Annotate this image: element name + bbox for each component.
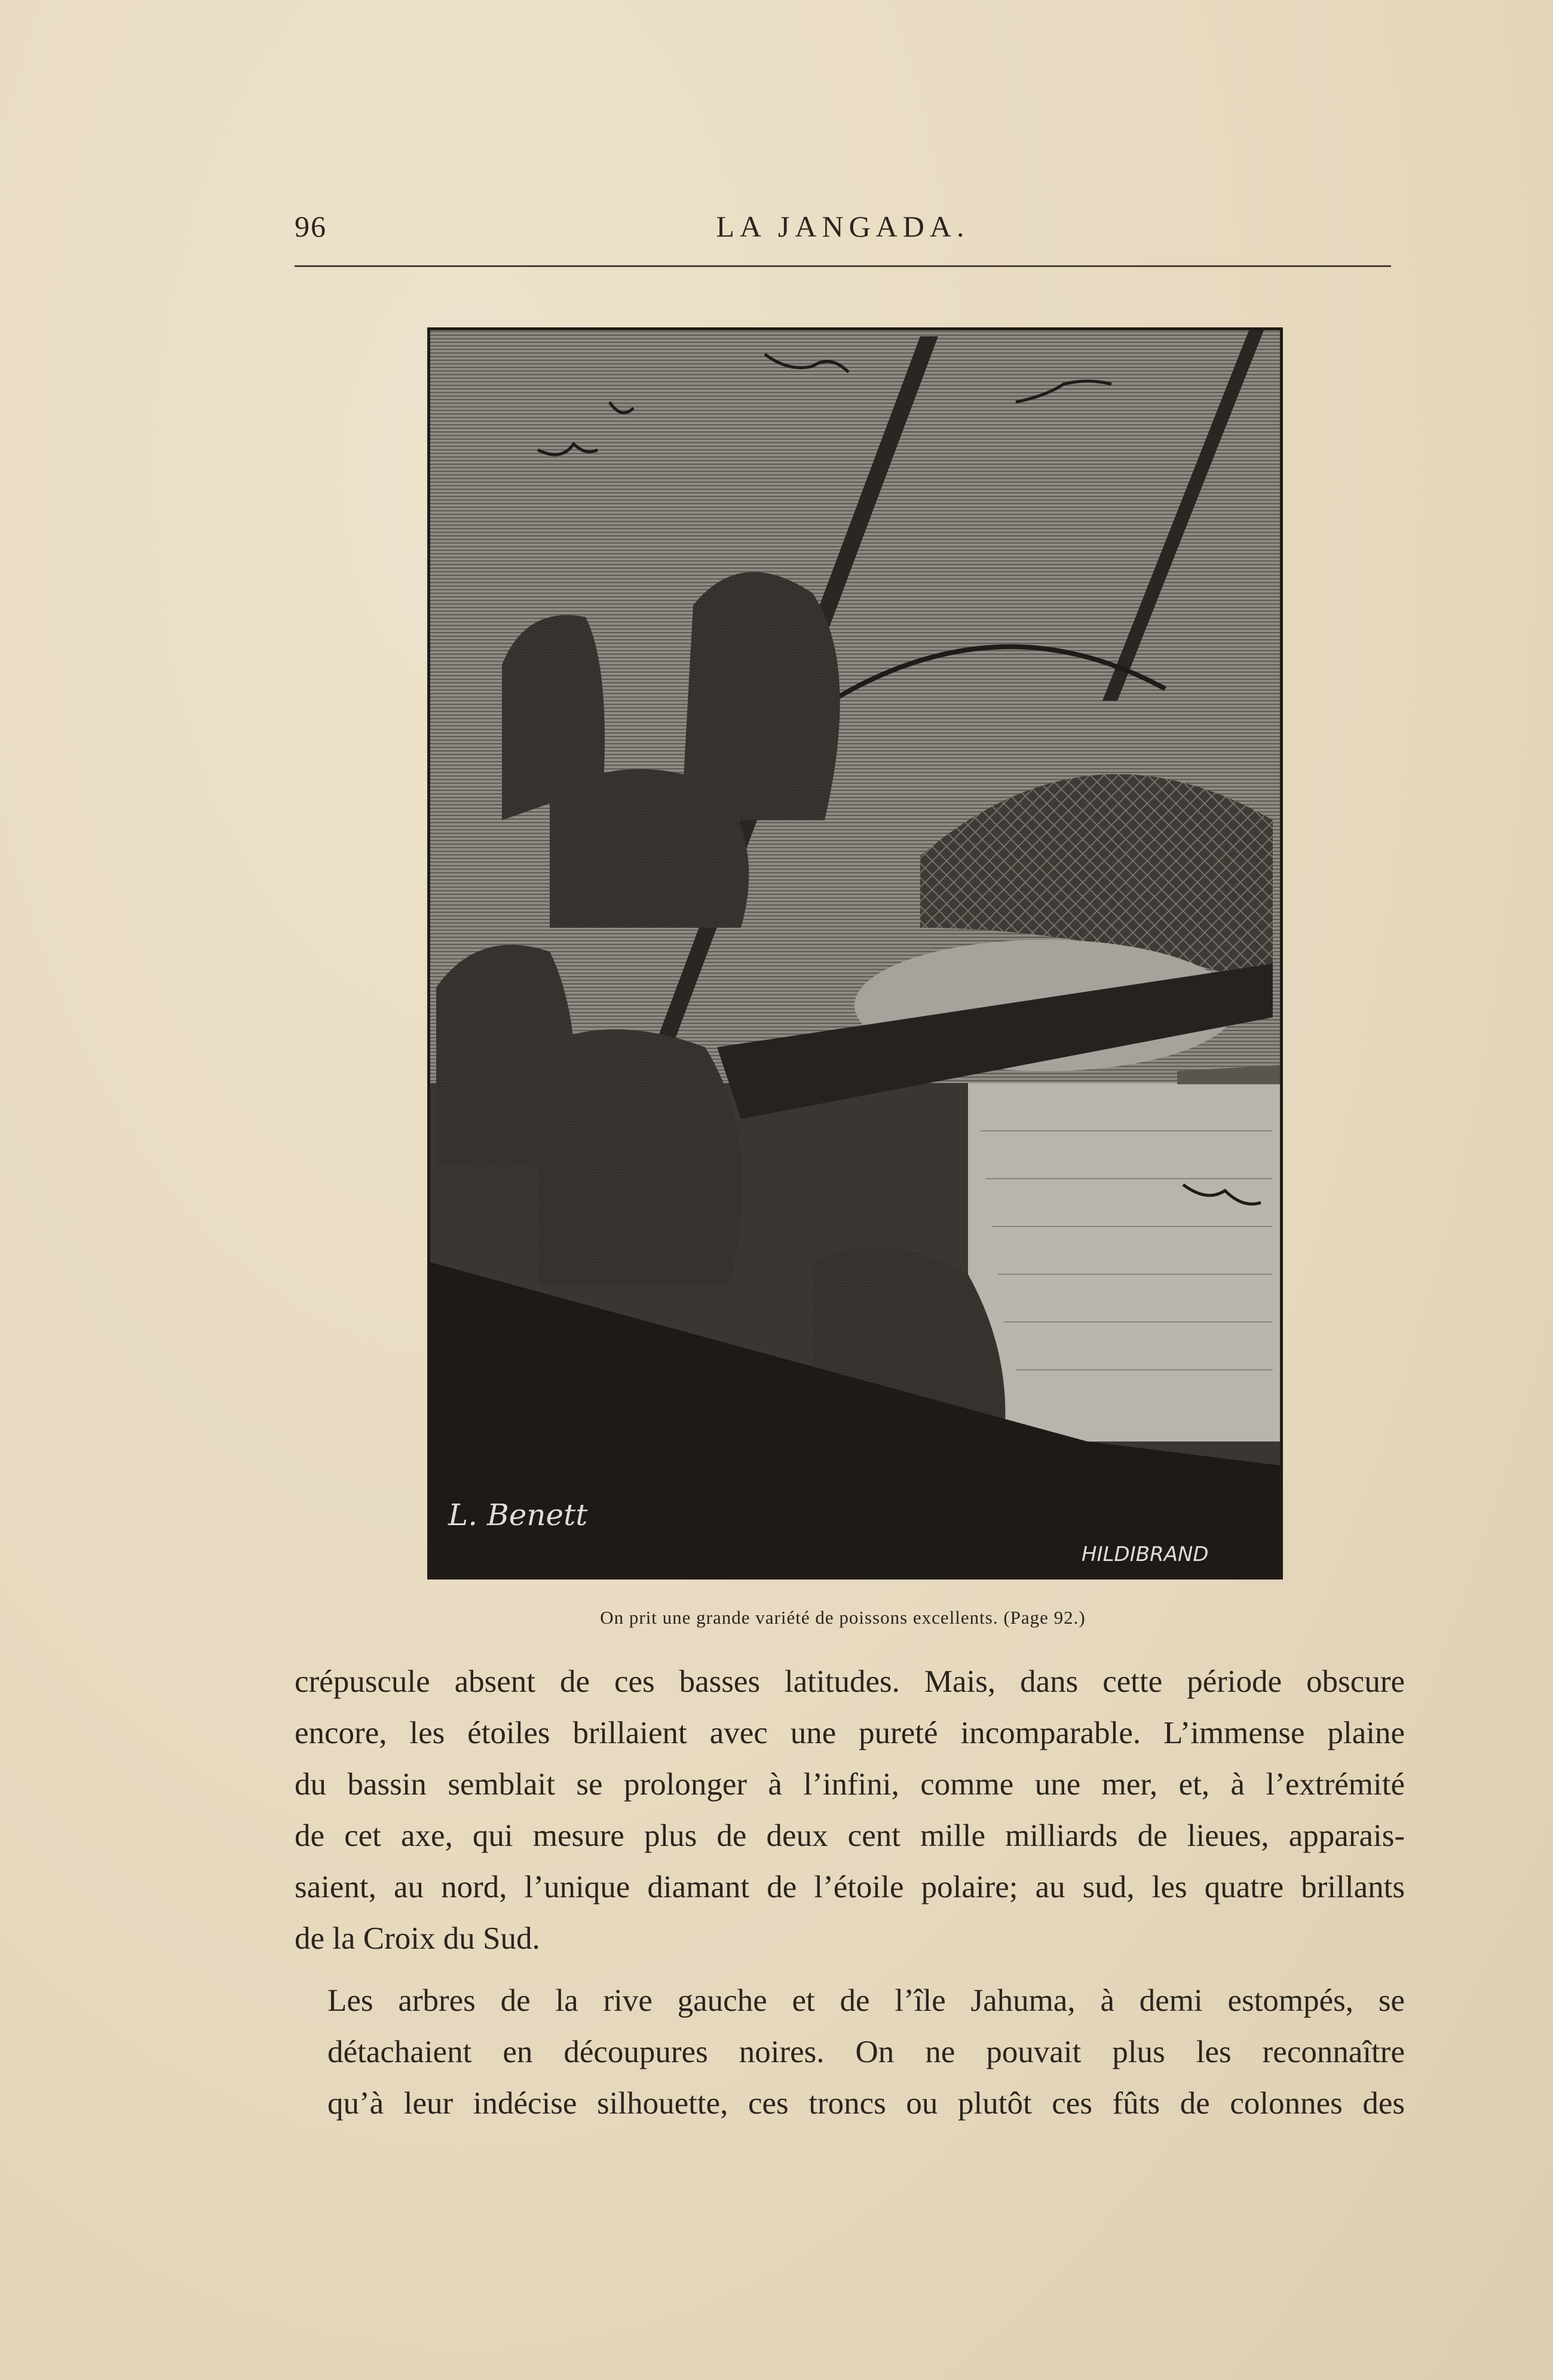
fisherman-figure [538, 1029, 743, 1286]
illustration-caption: On prit une grande variété de poissons excellents. (Page 92.) [600, 1607, 1086, 1628]
text-line: de cet axe, qui mesure plus de deux cent mille milliards de lieues, apparais- [295, 1818, 1405, 1853]
river-water [968, 1083, 1280, 1442]
fisherman-figure [550, 769, 749, 928]
text-line: du bassin semblait se prolonger à l’infini, comme une mer, et, à l’extrémité [295, 1767, 1405, 1802]
page-number: 96 [295, 210, 327, 243]
text-line: encore, les étoiles brillaient avec une pureté incomparable. L’immense plaine [295, 1716, 1405, 1750]
text-line: qu’à leur indécise silhouette, ces troncs ou plutôt ces fûts de colonnes des [327, 2086, 1405, 2121]
paragraph [295, 1656, 1405, 1964]
engraver-signature: HILDIBRAND [1082, 1542, 1209, 1566]
text-line: détachaient en découpures noires. On ne pouvait plus les reconnaître [327, 2035, 1405, 2069]
text-line: de la Croix du Sud. [295, 1921, 540, 1956]
text-line: saient, au nord, l’unique diamant de l’étoile polaire; au sud, les quatre brillants [295, 1870, 1405, 1904]
artist-signature: L. Benett [448, 1498, 588, 1532]
page-header [295, 203, 1391, 251]
header-rule [295, 265, 1391, 267]
paragraph [295, 1975, 1405, 2129]
text-line: Les arbres de la rive gauche et de l’île Jahuma, à demi estompés, se [327, 1983, 1405, 2018]
text-line: crépuscule absent de ces basses latitudes. Mais, dans cette période obscure [295, 1664, 1405, 1699]
running-title: LA JANGADA. [716, 210, 970, 243]
engraving-illustration [427, 327, 1283, 1579]
engraving-drawing [430, 330, 1280, 1577]
body-text [295, 1656, 1405, 2129]
